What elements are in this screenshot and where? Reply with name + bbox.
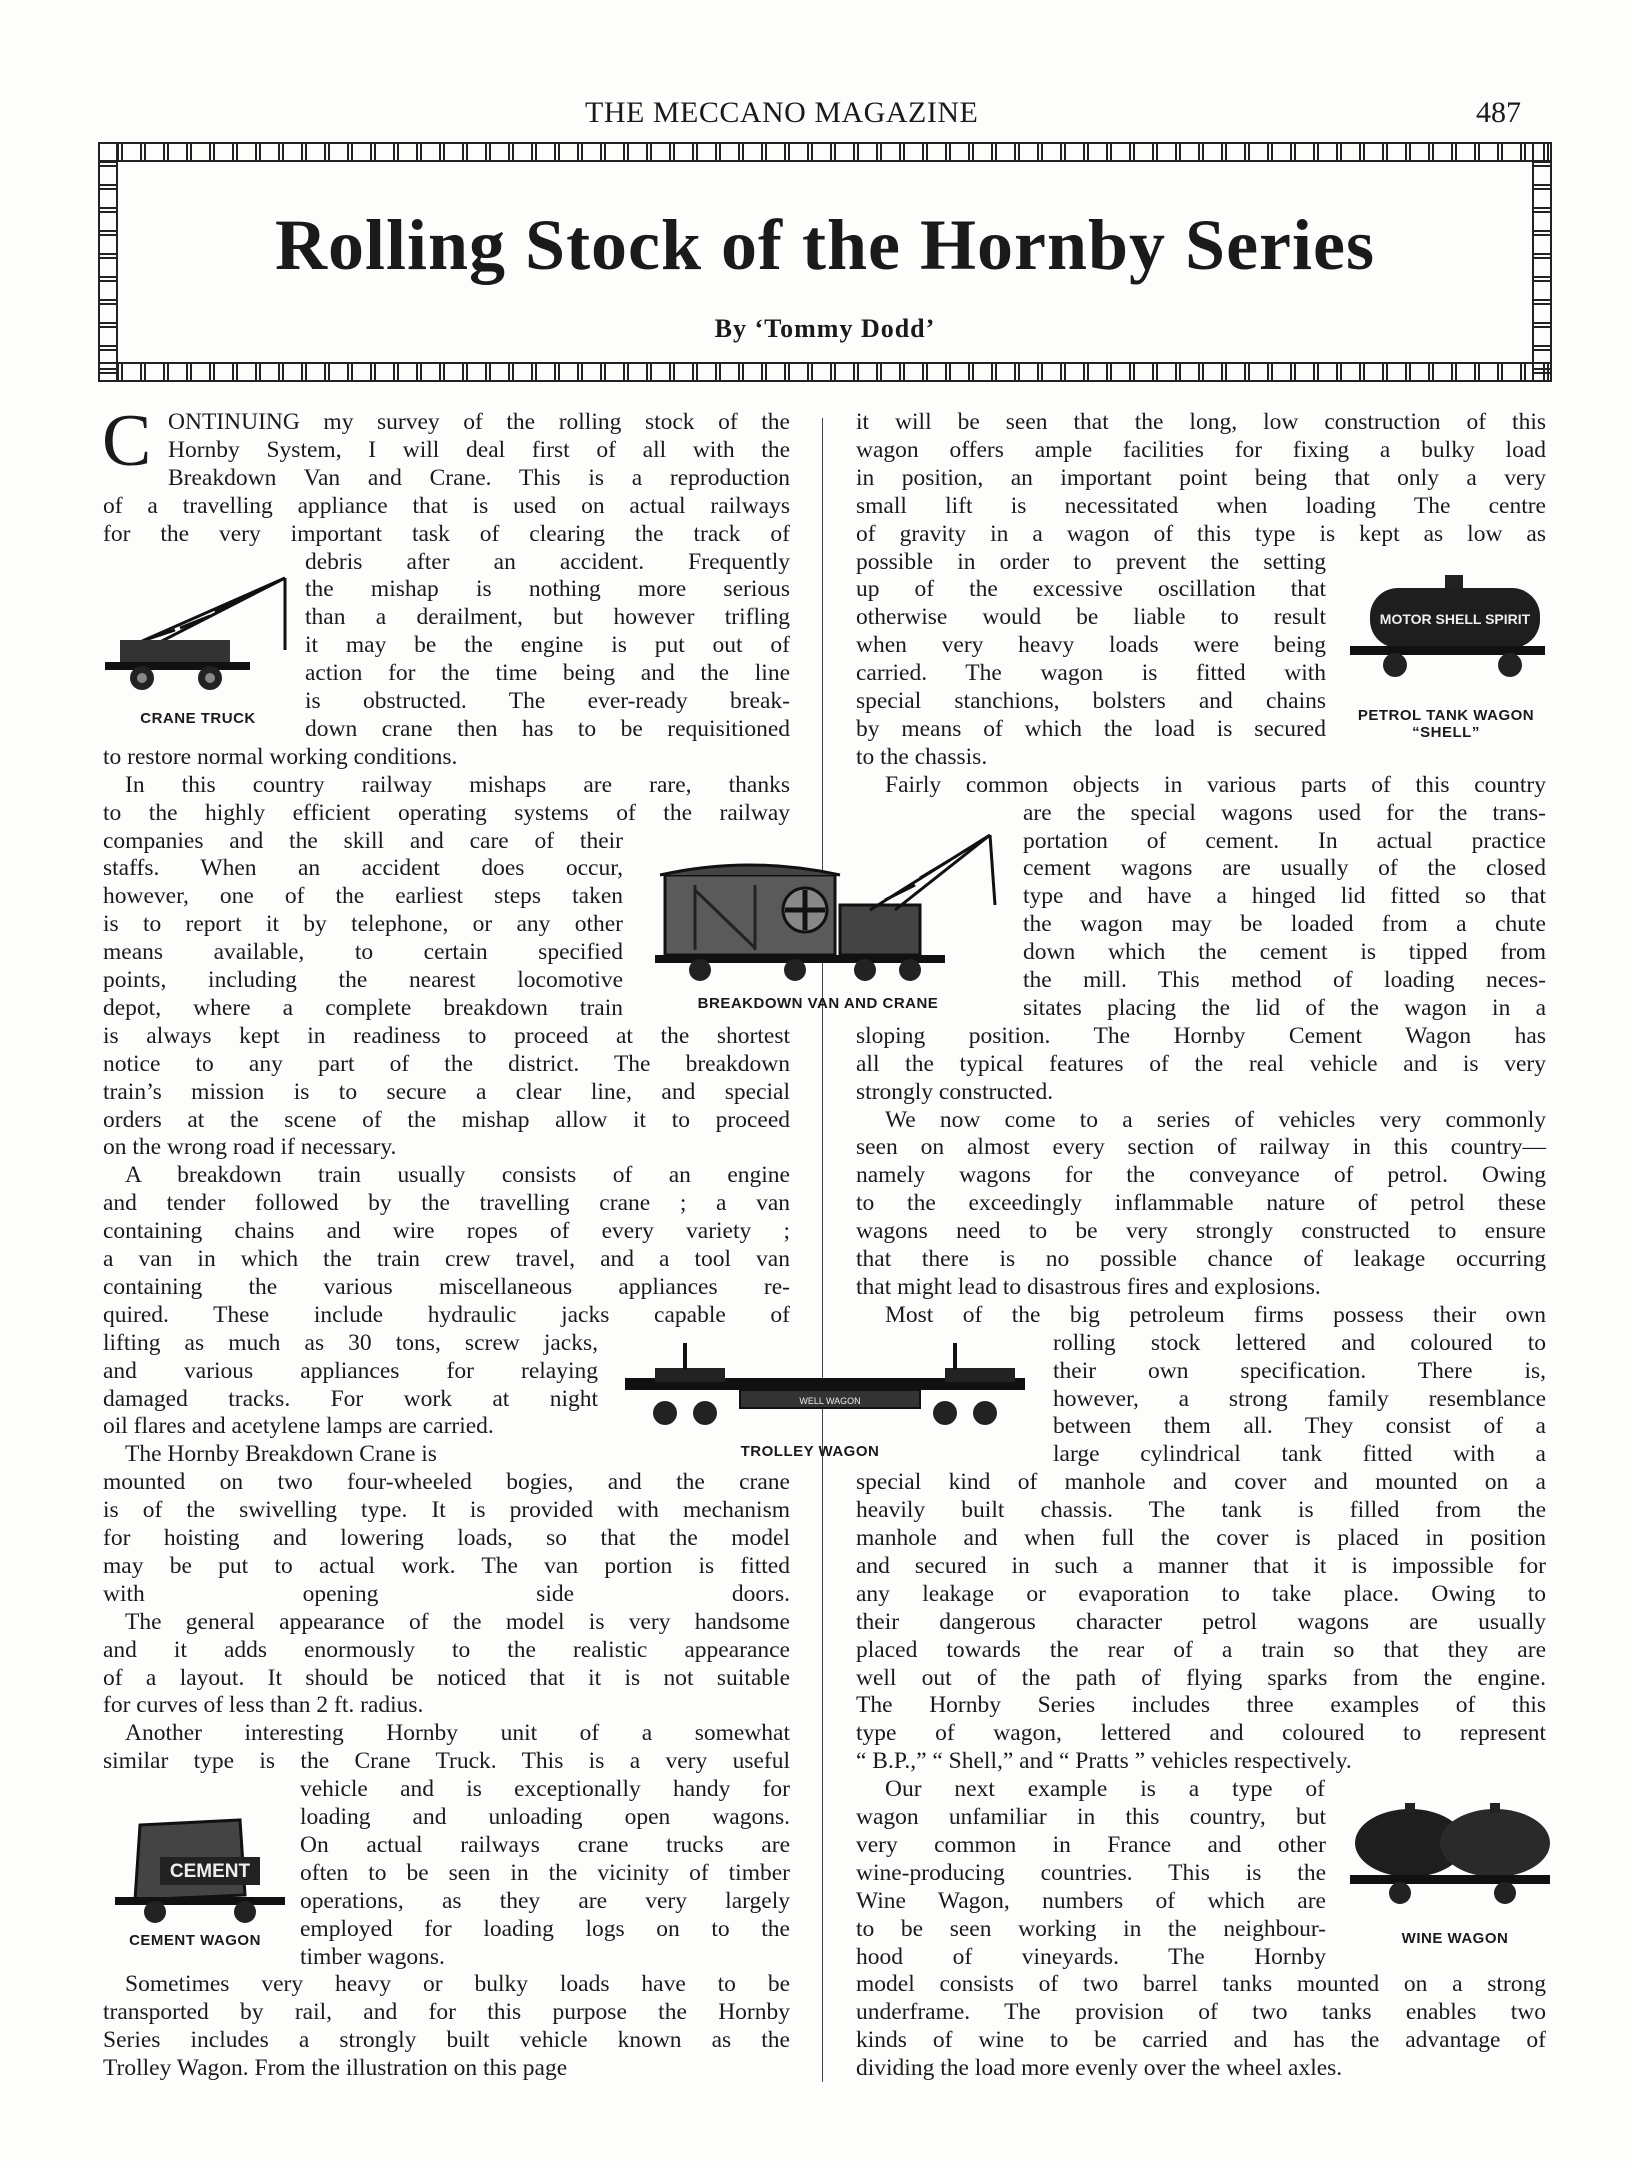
well-wagon-label: WELL WAGON (799, 1396, 861, 1406)
text-line: of gravity in a wagon of this type is kept as low as (856, 520, 1546, 547)
text-line: to the exceedingly inflammable nature of petrol these (856, 1190, 1546, 1217)
text-line: oil flares and acetylene lamps are carried. (103, 1413, 494, 1440)
cement-wagon-illustration (110, 1815, 290, 1925)
text-line: model consists of two barrel tanks mounted on a strong (856, 1971, 1546, 1998)
text-line: orders at the scene of the mishap allow it to proceed (103, 1106, 790, 1133)
text-line: hood of vineyards. The Hornby (856, 1943, 1326, 1970)
text-line: by means of which the load is secured (856, 715, 1326, 742)
text-line: is of the swivelling type. It is provided with mechanism (103, 1497, 790, 1524)
running-head: THE MECCANO MAGAZINE (585, 96, 979, 129)
text-line: the mishap is nothing more serious (305, 576, 790, 603)
text-line: in position, an important point being that only a very (856, 464, 1546, 491)
text-line: than a derailment, but however trifling (305, 604, 790, 631)
text-line: well out of the path of flying sparks from the engine. (856, 1664, 1546, 1691)
column-rule (822, 418, 823, 2082)
text-line: operations, as they are very largely (300, 1887, 790, 1914)
text-line: however, one of the earliest steps taken (103, 883, 623, 910)
text-line: on the wrong road if necessary. (103, 1134, 397, 1161)
text-line: portation of cement. In actual practice (1023, 827, 1546, 854)
text-line: small lift is necessitated when loading The centre (856, 492, 1546, 519)
text-line: On actual railways crane trucks are (300, 1831, 790, 1858)
text-line: of a travelling appliance that is used on actual railways (103, 492, 790, 519)
text-line: all the typical features of the real vehicle and is very (856, 1050, 1546, 1077)
text-line: underframe. The provision of two tanks enables two (856, 1999, 1546, 2026)
text-line: may be put to actual work. The van portion is fitted (103, 1552, 790, 1579)
wine-wagon-illustration (1345, 1795, 1555, 1910)
text-line: otherwise would be liable to result (856, 604, 1326, 631)
text-line: mounted on two four-wheeled bogies, and the crane (103, 1469, 790, 1496)
text-line: damaged tracks. For work at night (103, 1385, 598, 1412)
text-line: down which the cement is tipped from (1023, 939, 1546, 966)
text-line: is obstructed. The ever-ready break- (305, 688, 790, 714)
text-line: seen on almost every section of railway in this country— (856, 1134, 1546, 1161)
text-line: means available, to certain specified (103, 939, 623, 966)
text-line: and various appliances for relaying (103, 1357, 598, 1384)
text-line: The general appearance of the model is very handsome (125, 1608, 790, 1635)
text-line: points, including the nearest locomotive (103, 967, 623, 993)
text-line: namely wagons for the conveyance of petrol. Owing (856, 1162, 1546, 1189)
text-line: however, a strong family resemblance (1053, 1385, 1546, 1412)
text-line: quired. These include hydraulic jacks capable of (103, 1301, 790, 1328)
text-line: down crane then has to be requisitioned (305, 715, 790, 742)
text-line: depot, where a complete breakdown train (103, 994, 623, 1021)
text-line: action for the time being and the line (305, 660, 790, 687)
text-line: possible in order to prevent the setting (856, 548, 1326, 575)
text-line: a van in which the train crew travel, and a tool van (103, 1246, 790, 1272)
text-line: to restore normal working conditions. (103, 743, 458, 770)
text-line: loading and unloading open wagons. (300, 1804, 790, 1830)
article-title: Rolling Stock of the Hornby Series (274, 205, 1375, 285)
border-bottom (98, 362, 1552, 382)
text-line: Breakdown Van and Crane. This is a reproduction (168, 464, 790, 491)
text-line: train’s mission is to secure a clear line, and special (103, 1078, 790, 1105)
text-line: debris after an accident. Frequently (305, 548, 790, 575)
text-line: containing the various miscellaneous appliances re- (103, 1273, 790, 1300)
text-line: Wine Wagon, numbers of which are (856, 1887, 1326, 1914)
text-line: type and have a hinged lid fitted so that (1023, 883, 1546, 910)
text-line: similar type is the Crane Truck. This is a very useful (103, 1748, 790, 1775)
text-line: companies and the skill and care of their (103, 827, 623, 854)
text-line: sitates placing the lid of the wagon in a (1023, 994, 1546, 1021)
caption-crane-truck: CRANE TRUCK (140, 710, 256, 727)
text-line: containing chains and wire ropes of every variety ; (103, 1218, 790, 1245)
caption-cement-wagon: CEMENT WAGON (129, 1932, 261, 1949)
text-line: with opening side doors. (103, 1580, 790, 1607)
text-line: dividing the load more evenly over the wheel axles. (856, 2055, 1343, 2082)
caption-wine-wagon: WINE WAGON (1401, 1930, 1509, 1947)
text-line: that might lead to disastrous fires and explosions. (856, 1273, 1321, 1300)
text-line: heavily built chassis. The tank is filled from the (856, 1497, 1546, 1524)
text-line: Trolley Wagon. From the illustration on this page (103, 2055, 568, 2082)
text-line: the mill. This method of loading neces- (1023, 967, 1546, 993)
text-line: Fairly common objects in various parts of this country (885, 771, 1546, 798)
trolley-wagon-illustration (625, 1338, 1025, 1438)
text-line: special stanchions, bolsters and chains (856, 688, 1326, 714)
text-line: vehicle and is exceptionally handy for (300, 1776, 790, 1803)
text-line: for curves of less than 2 ft. radius. (103, 1692, 424, 1719)
text-line: Sometimes very heavy or bulky loads have to be (125, 1971, 790, 1998)
text-line: of a layout. It should be noticed that it is not suitable (103, 1664, 790, 1691)
text-line: cement wagons are usually of the closed (1023, 855, 1546, 882)
text-line: their dangerous character petrol wagons are usually (856, 1608, 1546, 1635)
text-line: special kind of manhole and cover and mounted on a (856, 1469, 1546, 1496)
text-line: and tender followed by the travelling crane ; a van (103, 1190, 790, 1217)
cement-label: CEMENT (169, 1861, 251, 1882)
text-line: any leakage or evaporation to take place. Owing to (856, 1580, 1546, 1607)
text-line: manhole and when full the cover is placed in position (856, 1525, 1546, 1551)
caption-breakdown-van: BREAKDOWN VAN AND CRANE (697, 995, 939, 1012)
text-line: employed for loading logs on to the (300, 1915, 790, 1942)
text-line: very common in France and other (856, 1831, 1326, 1858)
text-line: wagons need to be very strongly constructed to ensure (856, 1218, 1546, 1245)
caption-petrol-line1: PETROL TANK WAGON (1357, 707, 1535, 724)
text-line: The Hornby Breakdown Crane is (125, 1441, 437, 1468)
text-line: type of wagon, lettered and coloured to represent (856, 1720, 1546, 1747)
text-line: and it adds enormously to the realistic appearance (103, 1636, 790, 1663)
text-line: is always kept in readiness to proceed at the shortest (103, 1022, 790, 1049)
text-line: Our next example is a type of (885, 1776, 1325, 1803)
text-line: ONTINUING my survey of the rolling stock of the (168, 409, 790, 435)
text-line: staffs. When an accident does occur, (103, 855, 623, 882)
text-line: transported by rail, and for this purpose the Hornby (103, 1999, 790, 2026)
text-line: between them all. They consist of a (1053, 1413, 1546, 1440)
text-line: notice to any part of the district. The breakdown (103, 1050, 790, 1077)
caption-petrol-tank-wagon (1336, 707, 1556, 741)
text-line: up of the excessive oscillation that (856, 576, 1326, 603)
text-line: “ B.P.,” “ Shell,” and “ Pratts ” vehicles respectively. (856, 1748, 1352, 1775)
text-line: timber wagons. (300, 1943, 445, 1970)
text-line: that there is no possible chance of leakage occurring (856, 1246, 1546, 1272)
text-line: when very heavy loads were being (856, 632, 1326, 659)
text-line: rolling stock lettered and coloured to (1053, 1329, 1546, 1356)
text-line: Hornby System, I will deal first of all with the (168, 436, 790, 463)
text-line: carried. The wagon is fitted with (856, 660, 1326, 687)
text-line: for hoisting and lowering loads, so that the model (103, 1525, 790, 1551)
drop-cap: C (102, 400, 152, 482)
text-line: often to be seen in the vicinity of timber (300, 1859, 790, 1886)
text-line: Another interesting Hornby unit of a somewhat (125, 1720, 790, 1747)
text-line: it may be the engine is put out of (305, 632, 790, 659)
border-top (98, 142, 1552, 162)
text-line: wagon unfamiliar in this country, but (856, 1804, 1326, 1830)
text-line: placed towards the rear of a train so that they are (856, 1636, 1546, 1663)
caption-trolley-wagon: TROLLEY WAGON (740, 1443, 880, 1460)
text-line: strongly constructed. (856, 1078, 1054, 1105)
text-line: lifting as much as 30 tons, screw jacks, (103, 1329, 598, 1356)
text-line: the wagon may be loaded from a chute (1023, 911, 1546, 938)
text-line: it will be seen that the long, low construction of this (856, 409, 1546, 435)
text-line: are the special wagons used for the trans- (1023, 799, 1546, 826)
text-line: to the highly efficient operating systems of the railway (103, 799, 790, 826)
text-line: their own specification. There is, (1053, 1357, 1546, 1384)
caption-petrol-line2: “SHELL” (1412, 724, 1480, 741)
petrol-tank-wagon-illustration (1340, 570, 1550, 695)
page-number: 487 (1476, 96, 1521, 129)
text-line: wine-producing countries. This is the (856, 1859, 1326, 1886)
breakdown-van-illustration (655, 830, 1005, 985)
text-line: large cylindrical tank fitted with a (1053, 1441, 1546, 1468)
text-line: is to report it by telephone, or any other (103, 911, 623, 938)
text-line: The Hornby Series includes three examples of this (856, 1692, 1546, 1719)
text-line: to the chassis. (856, 743, 988, 770)
text-line: Most of the big petroleum firms possess their own (885, 1301, 1546, 1328)
text-line: sloping position. The Hornby Cement Wagon has (856, 1022, 1546, 1049)
text-line: to be seen working in the neighbour- (856, 1915, 1326, 1942)
text-line: Series includes a strongly built vehicle known as the (103, 2027, 790, 2054)
text-line: wagon offers ample facilities for fixing a bulky load (856, 436, 1546, 463)
crane-truck-illustration (100, 570, 290, 700)
text-line: kinds of wine to be carried and has the advantage of (856, 2027, 1546, 2054)
article-byline: By ‘Tommy Dodd’ (714, 314, 936, 343)
shell-label: MOTOR SHELL SPIRIT (1379, 611, 1531, 627)
text-line: A breakdown train usually consists of an engine (125, 1162, 790, 1189)
title-box (98, 142, 1552, 382)
text-line: and secured in such a manner that it is impossible for (856, 1552, 1546, 1579)
text-line: In this country railway mishaps are rare, thanks (125, 771, 790, 798)
text-line: We now come to a series of vehicles very commonly (885, 1106, 1546, 1133)
text-line: for the very important task of clearing the track of (103, 520, 790, 547)
